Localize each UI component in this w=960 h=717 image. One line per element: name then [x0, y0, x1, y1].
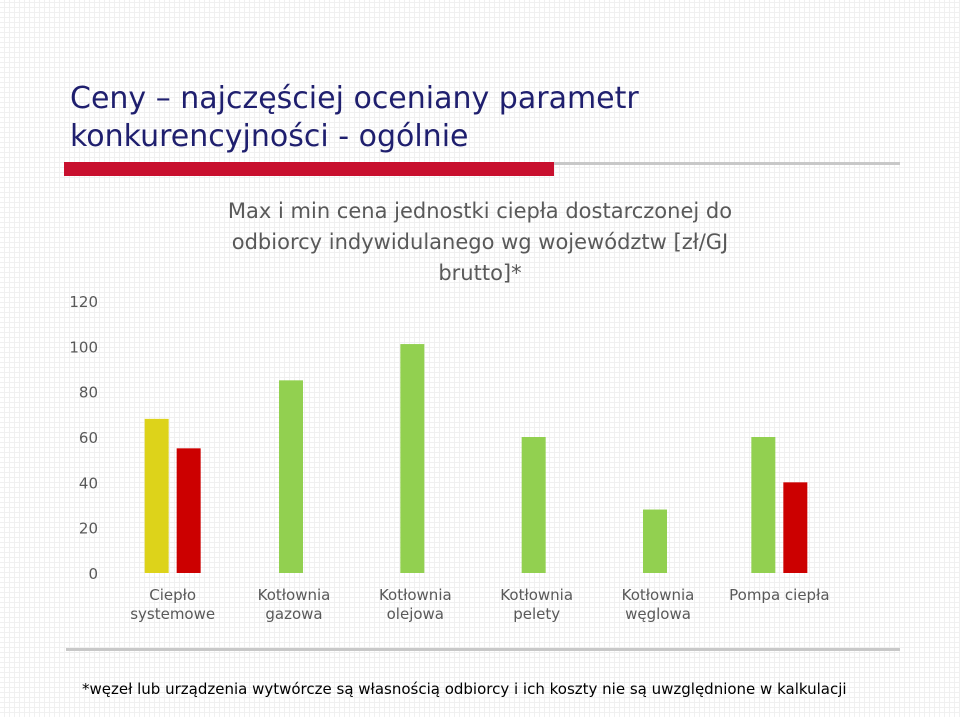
- y-tick-label-20: 20: [78, 519, 98, 538]
- category-label-1-2: systemowe: [130, 605, 216, 623]
- title-line-1: Ceny – najczęściej oceniany parametr: [70, 81, 639, 116]
- category-label-3-2: olejowa: [386, 605, 445, 623]
- chart-title-line-2: odbiorcy indywidulanego wg województw [zł/GJ: [231, 230, 729, 254]
- y-tick-label-80: 80: [78, 383, 98, 402]
- title-underline-red: [64, 162, 554, 176]
- category-label-5-1: Kotłownia: [621, 586, 695, 604]
- bar-cat6-2: [783, 482, 807, 573]
- footer-divider: [66, 648, 900, 651]
- price-bar-chart: [0, 180, 960, 640]
- y-tick-label-40: 40: [78, 474, 98, 493]
- bar-cat1-1: [145, 419, 169, 573]
- category-label-3-1: Kotłownia: [378, 586, 452, 604]
- bar-cat2-1: [279, 380, 303, 573]
- chart-title-line-3: brutto]*: [438, 261, 522, 285]
- category-label-2-1: Kotłownia: [257, 586, 331, 604]
- bar-cat6-1: [751, 437, 775, 573]
- y-tick-label-100: 100: [69, 338, 98, 357]
- bar-cat4-1: [522, 437, 546, 573]
- category-label-1-1: Ciepło: [149, 586, 197, 604]
- footnote: *węzeł lub urządzenia wytwórcze są własnością odbiorcy i ich koszty nie są uwzględnione w kalkulacji: [82, 680, 847, 698]
- y-tick-label-120: 120: [69, 293, 98, 311]
- category-label-4-2: pelety: [513, 605, 561, 623]
- category-label-4-1: Kotłownia: [500, 586, 574, 604]
- category-label-6-1: Pompa ciepła: [729, 586, 830, 604]
- chart-canvas: [0, 180, 960, 640]
- bar-cat1-2: [177, 448, 201, 573]
- category-label-5-2: węglowa: [625, 605, 691, 623]
- title-underline-grey: [554, 162, 900, 165]
- chart-title-line-1: Max i min cena jednostki ciepła dostarczonej do: [227, 199, 733, 223]
- title-underline: [64, 162, 900, 176]
- title-line-2: konkurencyjności - ogólnie: [70, 119, 469, 154]
- category-label-2-2: gazowa: [265, 605, 323, 623]
- bar-cat5-1: [643, 510, 667, 573]
- bar-cat3-1: [400, 344, 424, 573]
- slide-title: [70, 80, 910, 156]
- y-tick-label-60: 60: [78, 429, 98, 447]
- y-tick-label-0: 0: [88, 565, 98, 583]
